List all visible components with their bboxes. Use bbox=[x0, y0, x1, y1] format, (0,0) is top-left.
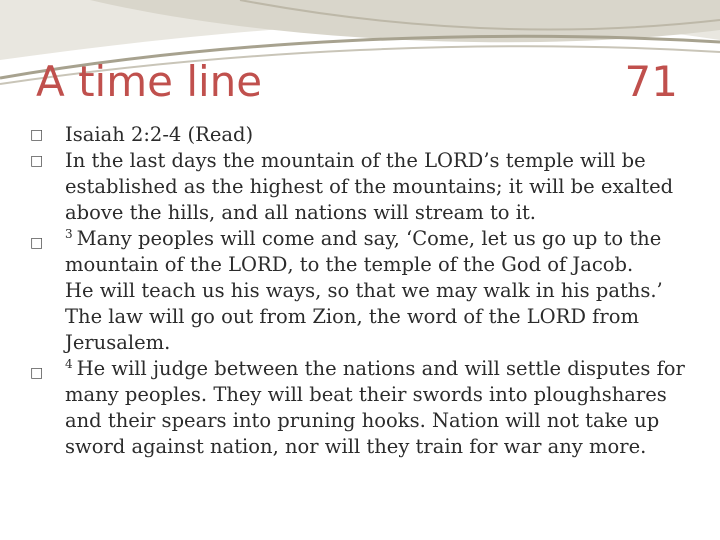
bullet-icon: □ bbox=[30, 153, 44, 169]
lord-initial: L bbox=[228, 253, 242, 276]
slide-title: A time line bbox=[36, 57, 263, 106]
list-item bbox=[30, 148, 698, 226]
bullet-icon: □ bbox=[30, 127, 44, 143]
list-item bbox=[30, 356, 698, 460]
list-item bbox=[30, 226, 698, 356]
bullet-icon: □ bbox=[30, 235, 44, 251]
scripture-reference: Isaiah 2:2-4 (Read) bbox=[65, 123, 254, 146]
verse-text: from Jerusalem. bbox=[65, 305, 639, 354]
lord-initial: L bbox=[526, 305, 540, 328]
lord-initial: L bbox=[424, 149, 438, 172]
lord-smallcaps: ORD bbox=[241, 253, 288, 276]
verse-text: He will teach us his ways, so that we may walk in his paths.’ bbox=[65, 279, 663, 302]
verse-number: 3 bbox=[65, 226, 73, 241]
verse-text: , to the temple of the God of Jacob. bbox=[287, 253, 634, 276]
verse-text: Many peoples will come and say, ‘Come, let us go up to the mountain of the bbox=[65, 227, 662, 276]
body-text bbox=[30, 122, 698, 540]
lord-smallcaps: ORD bbox=[539, 305, 586, 328]
verse-line bbox=[65, 304, 698, 356]
lord-smallcaps: ORD bbox=[437, 149, 484, 172]
verse-number: 4 bbox=[65, 356, 73, 371]
page-number: 71 bbox=[624, 57, 678, 106]
verse-text: In the last days the mountain of the bbox=[65, 149, 425, 172]
verse-text: He will judge between the nations and will settle disputes for many peoples. They will beat their swords into ploughshares and their spears into pruning hooks. Nation will not take up sword against nation, nor will they train for war any more. bbox=[65, 357, 685, 458]
bullet-icon: □ bbox=[30, 365, 44, 381]
verse-text: ’s temple will be established as the highest of the mountains; it will be exalted above the hills, and all nations will stream to it. bbox=[65, 149, 674, 224]
list-item bbox=[30, 122, 698, 148]
verse-text: The law will go out from Zion, the word of the bbox=[65, 305, 527, 328]
